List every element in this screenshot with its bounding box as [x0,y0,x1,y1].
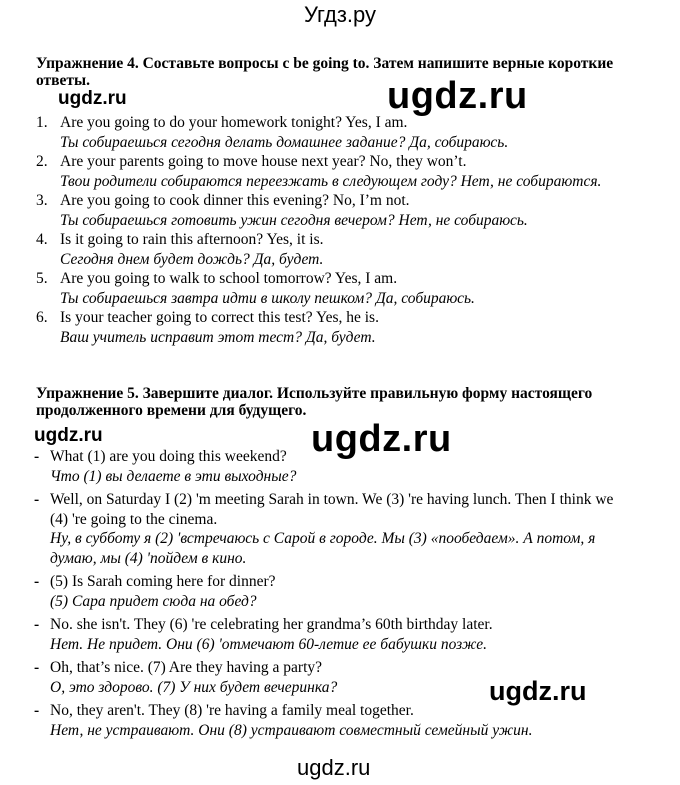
list-item [36,152,636,191]
russian-translation: Ваш учитель исправит этот тест? Да, будет. [60,328,376,346]
watermark-small: ugdz.ru [58,88,127,109]
exercise4-list [36,113,636,347]
item-number: 1. [36,114,48,131]
russian-translation: Твои родители собираются переезжать в следующем году? Нет, не собираются. [60,172,602,190]
item-number: 5. [36,270,48,287]
watermark-medium: ugdz.ru [489,676,587,706]
english-sentence: No. she isn't. They (6) 're celebrating her grandma’s 60th birthday later. [50,616,493,633]
item-number: 3. [36,192,48,209]
russian-translation: Ты собираешься сегодня делать домашнее задание? Да, собираюсь. [60,133,509,151]
watermark-big: ugdz.ru [387,75,528,117]
dialogue-dash: - [34,573,40,590]
russian-translation: (5) Сара придет сюда на обед? [50,592,257,610]
russian-translation: Ты собираешься завтра идти в школу пешком? Да, собираюсь. [60,289,475,307]
dialogue-part-2 [34,658,634,740]
russian-translation: Нет. Не придет. Они (6) 'отмечают 60-летие ее бабушки позже. [50,635,487,653]
list-item [36,230,636,269]
english-sentence: Are you going to do your homework tonight? Yes, I am. [60,114,408,131]
dialogue-dash: - [34,616,40,633]
english-sentence: Are you going to walk to school tomorrow? Yes, I am. [60,270,398,287]
dialogue-dash: - [34,659,40,676]
english-sentence: No, they aren't. They (8) 're having a family meal together. [50,702,414,719]
exercise5-heading: Упражнение 5. Завершите диалог. Используйте правильную форму настоящего продолженного времени для будущего. [36,385,593,419]
list-item [36,191,636,230]
item-number: 4. [36,231,48,248]
watermark-small: ugdz.ru [34,425,103,446]
english-sentence: Oh, that’s nice. (7) Are they having a party? [50,659,323,676]
english-sentence: (5) Is Sarah coming here for dinner? [50,573,276,590]
russian-translation: Что (1) вы делаете в эти выходные? [50,467,297,485]
english-sentence: Is your teacher going to correct this test? Yes, he is. [60,309,379,326]
russian-translation: Ну, в субботу я (2) 'встречаюсь с Сарой в городе. Мы (3) «пообедаем». А потом, я думаю, мы (4) 'пойдем в кино. [50,530,596,567]
dialogue-part-1 [34,447,634,654]
list-item [36,269,636,308]
russian-translation: Ты собираешься готовить ужин сегодня вечером? Нет, не собираюсь. [60,211,528,229]
exercise4-heading: Упражнение 4. Составьте вопросы с be going to. Затем напишите верные короткие ответы. [36,55,614,89]
list-item [36,113,636,152]
english-sentence: Are your parents going to move house next year? No, they won’t. [60,153,467,170]
watermark-footer: ugdz.ru [297,755,371,780]
english-sentence: Well, on Saturday I (2) 'm meeting Sarah in town. We (3) 're having lunch. Then I think we (4) 're going to the cinema. [50,491,614,528]
list-item [36,308,636,347]
item-number: 2. [36,153,48,170]
dialogue-line [34,701,634,740]
english-sentence: What (1) are you doing this weekend? [50,448,287,465]
english-sentence: Are you going to cook dinner this evening? No, I’m not. [60,192,410,209]
dialogue-dash: - [34,702,40,719]
dialogue-line [34,447,634,486]
russian-translation: Сегодня днем будет дождь? Да, будет. [60,250,324,268]
dialogue-dash: - [34,448,40,465]
site-header: Угдз.ру [303,2,377,27]
russian-translation: О, это здорово. (7) У них будет вечеринка? [50,678,338,696]
dialogue-line [34,615,634,654]
dialogue-line [34,658,634,697]
watermark-big: ugdz.ru [311,418,452,460]
russian-translation: Нет, не устраивают. Они (8) устраивают совместный семейный ужин. [50,721,533,739]
english-sentence: Is it going to rain this afternoon? Yes, it is. [60,231,324,248]
dialogue-line [34,490,634,568]
dialogue-line [34,572,634,611]
item-number: 6. [36,309,48,326]
dialogue-dash: - [34,491,40,508]
